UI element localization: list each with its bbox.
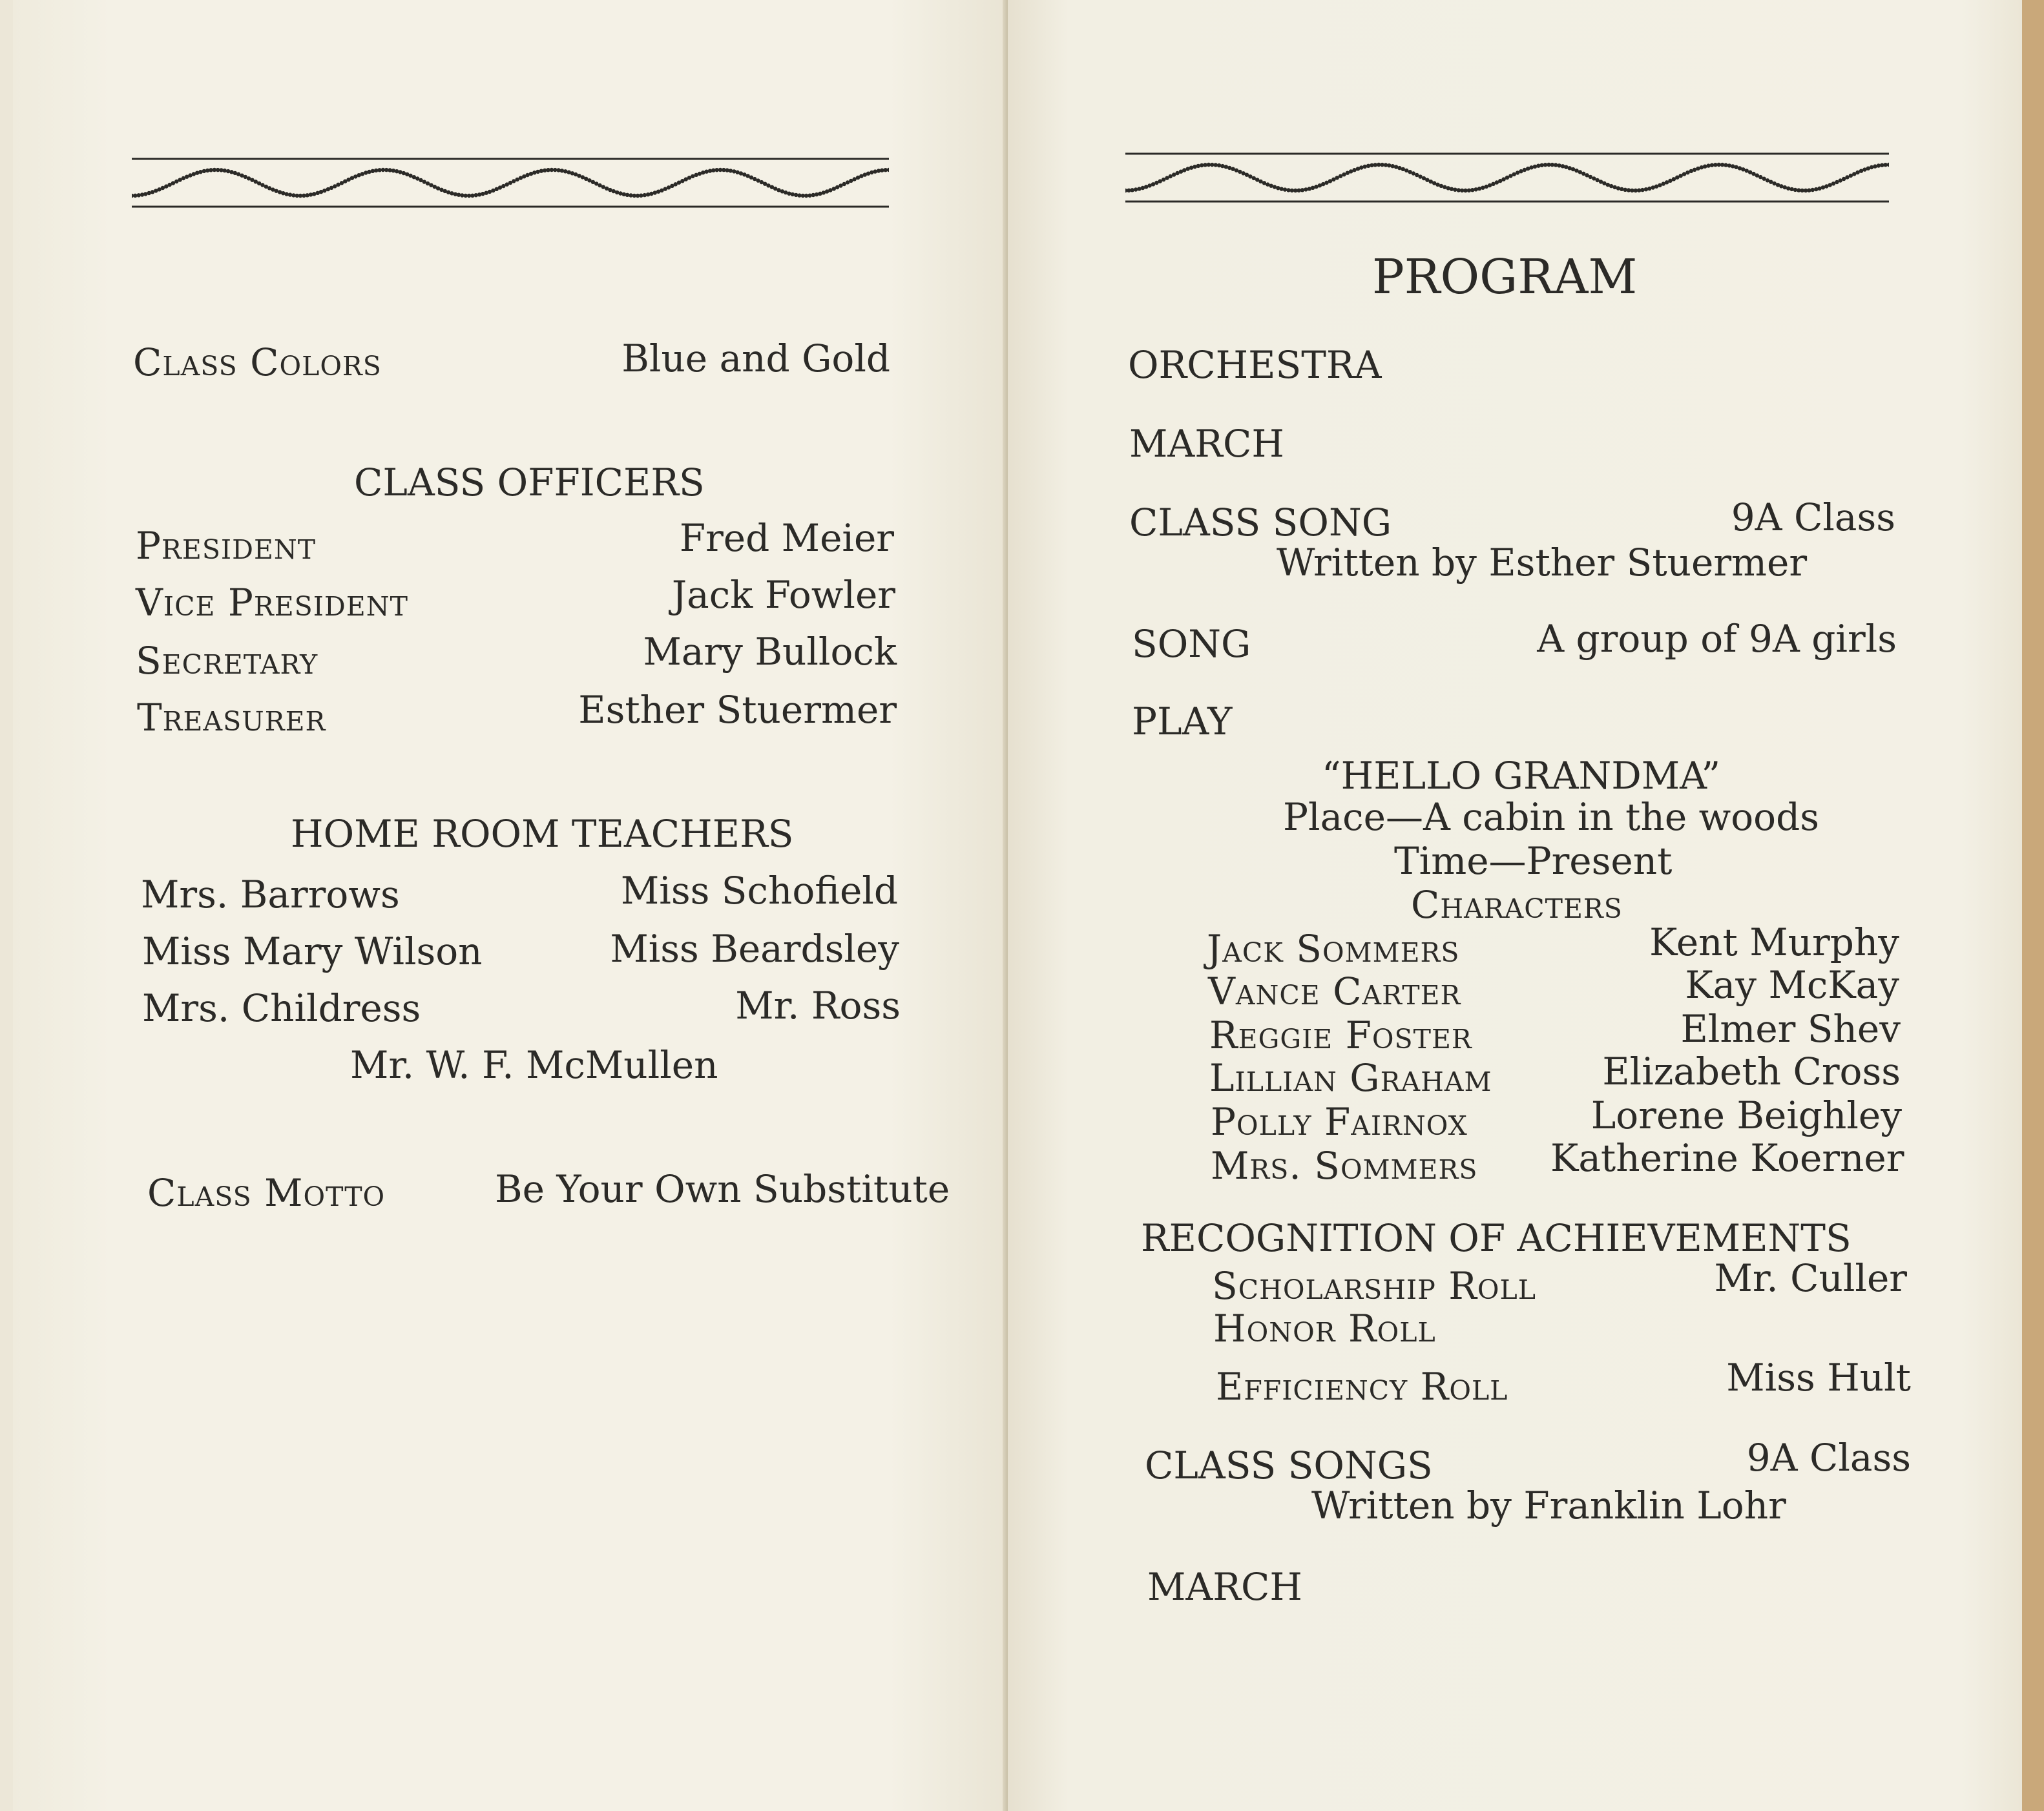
home-room-teachers-heading: HOME ROOM TEACHERS — [291, 812, 794, 856]
class-officers-heading: CLASS OFFICERS — [354, 461, 705, 504]
program-item: SONG — [1132, 622, 1251, 666]
teacher-name: Mr. W. F. McMullen — [350, 1043, 718, 1087]
officer-name: Jack Fowler — [671, 573, 895, 617]
program-item: PLAY — [1132, 699, 1233, 743]
scholarship-presenter: Mr. Culler — [1714, 1256, 1907, 1300]
program-item: CLASS SONG — [1129, 501, 1392, 544]
officer-role: President — [136, 524, 317, 568]
program-credit: Written by Esther Stuermer — [1277, 541, 1808, 585]
officer-name: Mary Bullock — [643, 630, 897, 674]
character-actor: Kay McKay — [1685, 963, 1899, 1007]
program-performer: 9A Class — [1746, 1436, 1911, 1480]
efficiency-presenter: Miss Hult — [1726, 1356, 1911, 1400]
officer-name: Fred Meier — [679, 516, 894, 560]
play-place: Place—A cabin in the woods — [1283, 795, 1819, 839]
character-role: Reggie Foster — [1209, 1013, 1472, 1057]
teacher-name: Mrs. Childress — [142, 986, 421, 1030]
teacher-name: Mrs. Barrows — [141, 873, 400, 916]
wave-ornament-right — [1125, 150, 1889, 208]
program-performer: A group of 9A girls — [1537, 617, 1897, 661]
characters-heading: Characters — [1411, 883, 1623, 927]
teacher-name: Miss Mary Wilson — [142, 929, 483, 973]
character-actor: Elmer Shev — [1680, 1007, 1901, 1051]
teacher-name: Mr. Ross — [735, 984, 901, 1028]
class-motto-label: Class Motto — [147, 1171, 386, 1215]
class-colors-value: Blue and Gold — [621, 336, 890, 380]
program-item: CLASS SONGS — [1145, 1444, 1433, 1487]
program-item: MARCH — [1147, 1565, 1302, 1609]
wave-ornament-left — [132, 155, 889, 213]
program-item: ORCHESTRA — [1128, 343, 1382, 387]
honor-roll: Honor Roll — [1213, 1307, 1436, 1350]
officer-role: Vice President — [136, 581, 408, 625]
efficiency-roll: Efficiency Roll — [1216, 1365, 1508, 1409]
officer-role: Secretary — [136, 639, 318, 683]
adjacent-page-edge — [0, 0, 14, 1811]
officer-role: Treasurer — [137, 696, 326, 740]
backing-board-edge — [2022, 0, 2044, 1811]
play-title: “HELLO GRANDMA” — [1322, 754, 1721, 798]
officer-name: Esther Stuermer — [578, 688, 897, 732]
teacher-name: Miss Beardsley — [610, 927, 899, 971]
program-credit: Written by Franklin Lohr — [1311, 1484, 1786, 1527]
teacher-name: Miss Schofield — [620, 869, 898, 913]
character-role: Polly Fairnox — [1211, 1100, 1468, 1144]
character-role: Jack Sommers — [1207, 927, 1460, 971]
character-role: Vance Carter — [1208, 969, 1461, 1013]
character-actor: Lorene Beighley — [1590, 1093, 1902, 1137]
class-colors-label: Class Colors — [133, 340, 382, 384]
class-motto-value: Be Your Own Substitute — [495, 1167, 950, 1211]
character-role: Lillian Graham — [1209, 1056, 1492, 1100]
play-time: Time—Present — [1394, 839, 1673, 883]
character-role: Mrs. Sommers — [1211, 1144, 1478, 1188]
character-actor: Elizabeth Cross — [1602, 1050, 1901, 1093]
program-item: MARCH — [1129, 422, 1284, 466]
character-actor: Katherine Koerner — [1550, 1136, 1904, 1180]
scholarship-roll: Scholarship Roll — [1212, 1264, 1536, 1308]
character-actor: Kent Murphy — [1649, 920, 1899, 964]
program-performer: 9A Class — [1731, 495, 1895, 539]
recognition-heading: RECOGNITION OF ACHIEVEMENTS — [1141, 1216, 1851, 1260]
program-title: PROGRAM — [1372, 249, 1638, 305]
